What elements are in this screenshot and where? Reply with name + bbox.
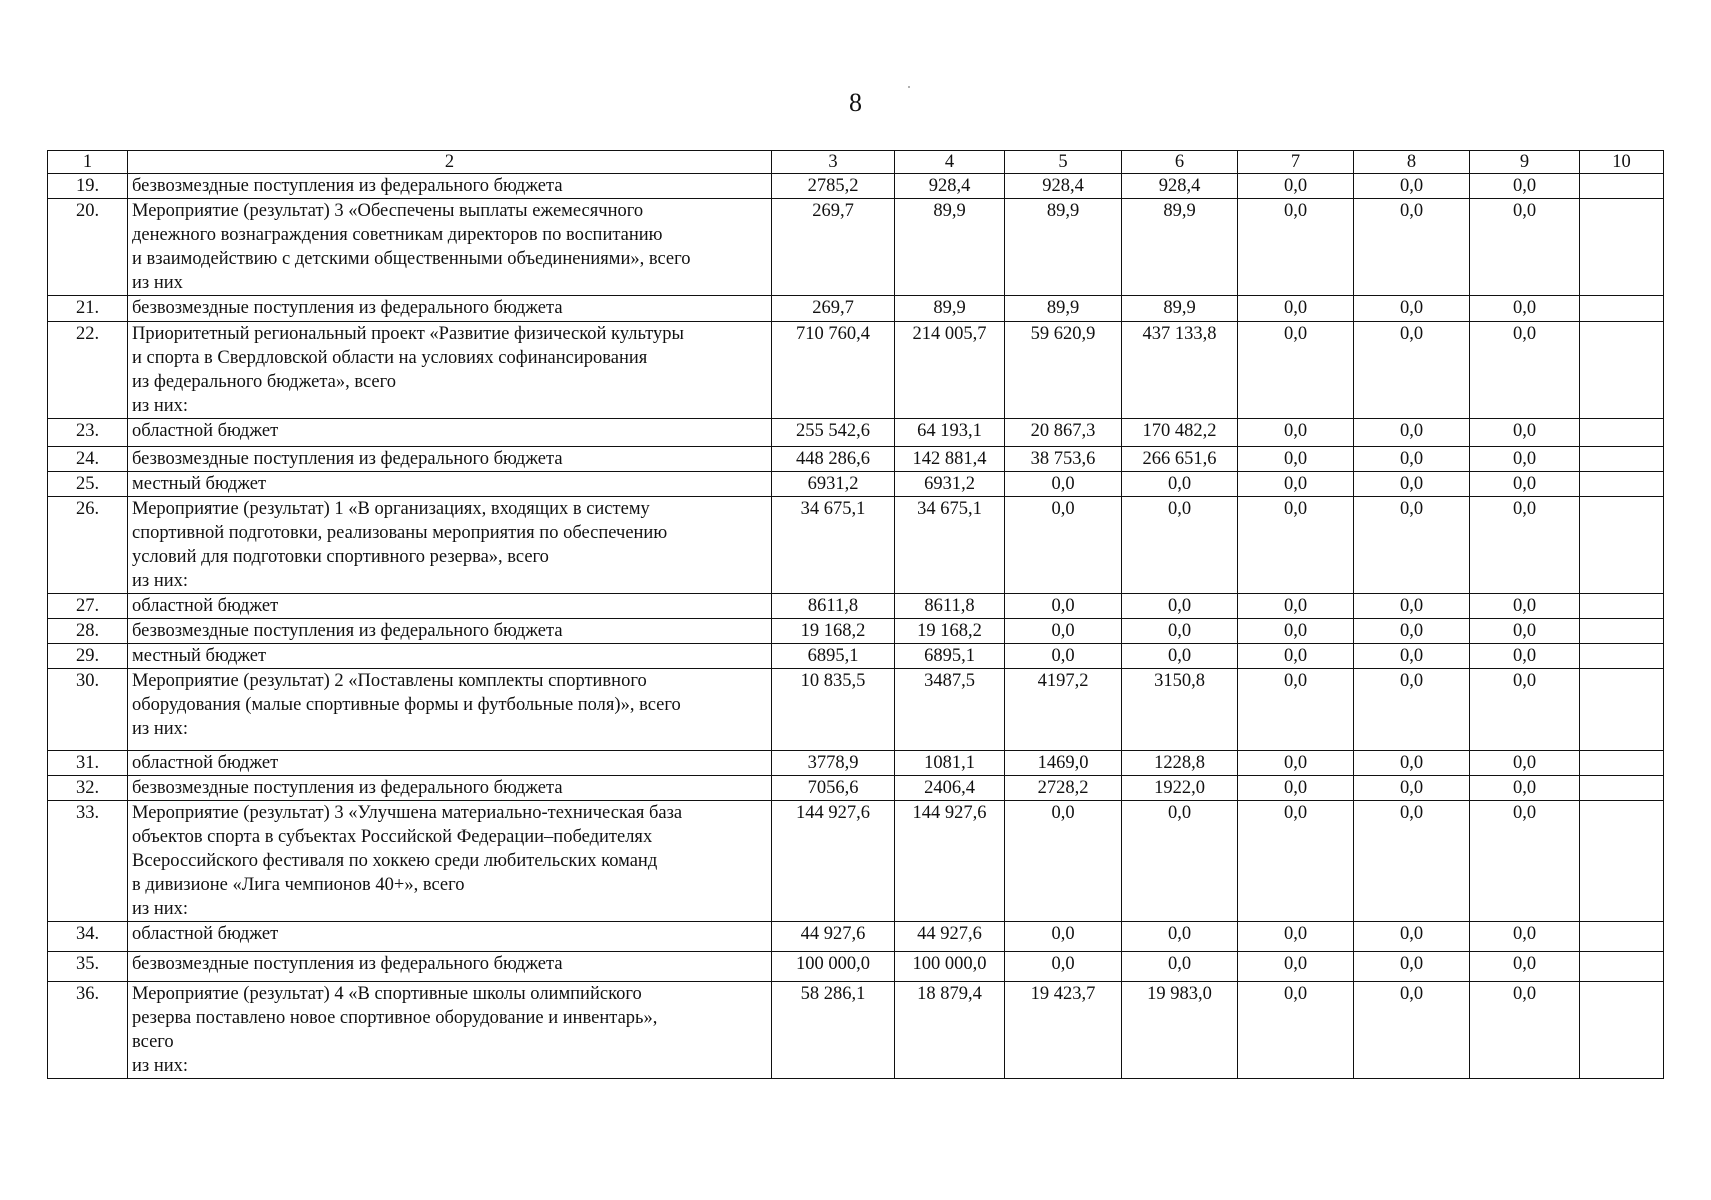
value-cell-col-3: 144 927,6 xyxy=(772,801,895,922)
value-cell-col-3: 8611,8 xyxy=(772,594,895,619)
value-cell-col-4: 8611,8 xyxy=(895,594,1005,619)
value-cell-col-9: 0,0 xyxy=(1470,801,1580,922)
value-cell-col-4: 44 927,6 xyxy=(895,922,1005,952)
value-cell-col-5: 89,9 xyxy=(1005,296,1122,322)
value-cell-col-3: 269,7 xyxy=(772,296,895,322)
row-number: 20. xyxy=(48,199,128,296)
table-row xyxy=(48,776,1664,801)
row-label: безвозмездные поступления из федерального бюджета xyxy=(128,447,772,472)
value-cell-col-9: 0,0 xyxy=(1470,447,1580,472)
value-cell-col-6: 3150,8 xyxy=(1122,669,1238,751)
row-label: Мероприятие (результат) 3 «Обеспечены выплаты ежемесячного денежного вознаграждения советникам директоров по воспитанию и взаимодействию с детскими общественными объединениями», всего из них xyxy=(128,199,772,296)
value-cell-col-8: 0,0 xyxy=(1354,801,1470,922)
table-row xyxy=(48,419,1664,447)
value-cell-col-6: 19 983,0 xyxy=(1122,982,1238,1079)
row-number: 31. xyxy=(48,751,128,776)
row-label: Приоритетный региональный проект «Развитие физической культуры и спорта в Свердловской области на условиях софинансирования из федерального бюджета», всего из них: xyxy=(128,322,772,419)
table-row xyxy=(48,982,1664,1079)
value-cell-col-5: 0,0 xyxy=(1005,644,1122,669)
value-cell-col-9: 0,0 xyxy=(1470,296,1580,322)
value-cell-col-7: 0,0 xyxy=(1238,922,1354,952)
table-row xyxy=(48,644,1664,669)
value-cell-col-4: 928,4 xyxy=(895,174,1005,199)
row-label: областной бюджет xyxy=(128,594,772,619)
value-cell-col-10 xyxy=(1580,419,1664,447)
row-number: 22. xyxy=(48,322,128,419)
row-label: областной бюджет xyxy=(128,922,772,952)
row-number: 21. xyxy=(48,296,128,322)
value-cell-col-9: 0,0 xyxy=(1470,776,1580,801)
value-cell-col-8: 0,0 xyxy=(1354,199,1470,296)
row-number: 23. xyxy=(48,419,128,447)
row-number: 30. xyxy=(48,669,128,751)
value-cell-col-3: 19 168,2 xyxy=(772,619,895,644)
value-cell-col-8: 0,0 xyxy=(1354,174,1470,199)
row-label: безвозмездные поступления из федерального бюджета xyxy=(128,174,772,199)
value-cell-col-10 xyxy=(1580,497,1664,594)
row-number: 26. xyxy=(48,497,128,594)
value-cell-col-5: 0,0 xyxy=(1005,952,1122,982)
table-row xyxy=(48,174,1664,199)
value-cell-col-10 xyxy=(1580,952,1664,982)
value-cell-col-10 xyxy=(1580,669,1664,751)
value-cell-col-5: 89,9 xyxy=(1005,199,1122,296)
value-cell-col-5: 19 423,7 xyxy=(1005,982,1122,1079)
row-label: Мероприятие (результат) 2 «Поставлены комплекты спортивного оборудования (малые спортивные формы и футбольные поля)», всего из них: xyxy=(128,669,772,751)
row-label: Мероприятие (результат) 1 «В организациях, входящих в систему спортивной подготовки, реализованы мероприятия по обеспечению условий для подготовки спортивного резерва», всего из них: xyxy=(128,497,772,594)
header-cell: 10 xyxy=(1580,151,1664,174)
header-cell: 2 xyxy=(128,151,772,174)
value-cell-col-9: 0,0 xyxy=(1470,174,1580,199)
value-cell-col-5: 4197,2 xyxy=(1005,669,1122,751)
value-cell-col-5: 38 753,6 xyxy=(1005,447,1122,472)
value-cell-col-10 xyxy=(1580,644,1664,669)
value-cell-col-7: 0,0 xyxy=(1238,447,1354,472)
value-cell-col-7: 0,0 xyxy=(1238,619,1354,644)
row-label: областной бюджет xyxy=(128,419,772,447)
table-row xyxy=(48,952,1664,982)
value-cell-col-3: 58 286,1 xyxy=(772,982,895,1079)
value-cell-col-4: 19 168,2 xyxy=(895,619,1005,644)
row-number: 34. xyxy=(48,922,128,952)
value-cell-col-7: 0,0 xyxy=(1238,296,1354,322)
header-cell: 4 xyxy=(895,151,1005,174)
value-cell-col-7: 0,0 xyxy=(1238,199,1354,296)
value-cell-col-3: 448 286,6 xyxy=(772,447,895,472)
value-cell-col-9: 0,0 xyxy=(1470,322,1580,419)
row-number: 25. xyxy=(48,472,128,497)
value-cell-col-9: 0,0 xyxy=(1470,952,1580,982)
table-row xyxy=(48,801,1664,922)
table-row xyxy=(48,922,1664,952)
value-cell-col-4: 144 927,6 xyxy=(895,801,1005,922)
value-cell-col-7: 0,0 xyxy=(1238,801,1354,922)
value-cell-col-6: 0,0 xyxy=(1122,497,1238,594)
row-label: безвозмездные поступления из федерального бюджета xyxy=(128,619,772,644)
value-cell-col-8: 0,0 xyxy=(1354,922,1470,952)
value-cell-col-5: 0,0 xyxy=(1005,472,1122,497)
header-row xyxy=(48,151,1664,174)
value-cell-col-4: 1081,1 xyxy=(895,751,1005,776)
row-label: местный бюджет xyxy=(128,644,772,669)
value-cell-col-8: 0,0 xyxy=(1354,497,1470,594)
value-cell-col-3: 3778,9 xyxy=(772,751,895,776)
value-cell-col-4: 6931,2 xyxy=(895,472,1005,497)
value-cell-col-3: 7056,6 xyxy=(772,776,895,801)
value-cell-col-3: 269,7 xyxy=(772,199,895,296)
value-cell-col-7: 0,0 xyxy=(1238,776,1354,801)
row-number: 29. xyxy=(48,644,128,669)
header-cell: 5 xyxy=(1005,151,1122,174)
value-cell-col-3: 6895,1 xyxy=(772,644,895,669)
value-cell-col-10 xyxy=(1580,472,1664,497)
table-row xyxy=(48,472,1664,497)
value-cell-col-8: 0,0 xyxy=(1354,751,1470,776)
row-number: 27. xyxy=(48,594,128,619)
value-cell-col-4: 142 881,4 xyxy=(895,447,1005,472)
value-cell-col-5: 928,4 xyxy=(1005,174,1122,199)
value-cell-col-4: 64 193,1 xyxy=(895,419,1005,447)
value-cell-col-7: 0,0 xyxy=(1238,472,1354,497)
value-cell-col-6: 0,0 xyxy=(1122,801,1238,922)
table-row xyxy=(48,296,1664,322)
value-cell-col-8: 0,0 xyxy=(1354,669,1470,751)
header-cell: 8 xyxy=(1354,151,1470,174)
value-cell-col-6: 437 133,8 xyxy=(1122,322,1238,419)
value-cell-col-8: 0,0 xyxy=(1354,594,1470,619)
value-cell-col-9: 0,0 xyxy=(1470,644,1580,669)
value-cell-col-9: 0,0 xyxy=(1470,419,1580,447)
value-cell-col-9: 0,0 xyxy=(1470,199,1580,296)
value-cell-col-8: 0,0 xyxy=(1354,644,1470,669)
value-cell-col-9: 0,0 xyxy=(1470,619,1580,644)
row-number: 36. xyxy=(48,982,128,1079)
scan-speck xyxy=(908,86,910,88)
value-cell-col-6: 89,9 xyxy=(1122,199,1238,296)
value-cell-col-10 xyxy=(1580,776,1664,801)
value-cell-col-10 xyxy=(1580,447,1664,472)
row-label: местный бюджет xyxy=(128,472,772,497)
value-cell-col-8: 0,0 xyxy=(1354,982,1470,1079)
value-cell-col-7: 0,0 xyxy=(1238,644,1354,669)
value-cell-col-6: 1922,0 xyxy=(1122,776,1238,801)
value-cell-col-9: 0,0 xyxy=(1470,497,1580,594)
value-cell-col-8: 0,0 xyxy=(1354,776,1470,801)
row-number: 24. xyxy=(48,447,128,472)
value-cell-col-3: 2785,2 xyxy=(772,174,895,199)
value-cell-col-3: 710 760,4 xyxy=(772,322,895,419)
value-cell-col-7: 0,0 xyxy=(1238,322,1354,419)
header-cell: 1 xyxy=(48,151,128,174)
table-body xyxy=(48,151,1664,1079)
value-cell-col-8: 0,0 xyxy=(1354,952,1470,982)
value-cell-col-8: 0,0 xyxy=(1354,322,1470,419)
value-cell-col-7: 0,0 xyxy=(1238,497,1354,594)
value-cell-col-4: 3487,5 xyxy=(895,669,1005,751)
value-cell-col-6: 0,0 xyxy=(1122,644,1238,669)
value-cell-col-3: 10 835,5 xyxy=(772,669,895,751)
value-cell-col-7: 0,0 xyxy=(1238,669,1354,751)
budget-table xyxy=(47,150,1664,1079)
row-label: безвозмездные поступления из федерального бюджета xyxy=(128,952,772,982)
table-row xyxy=(48,199,1664,296)
value-cell-col-8: 0,0 xyxy=(1354,447,1470,472)
value-cell-col-4: 2406,4 xyxy=(895,776,1005,801)
value-cell-col-7: 0,0 xyxy=(1238,419,1354,447)
value-cell-col-6: 0,0 xyxy=(1122,594,1238,619)
value-cell-col-5: 0,0 xyxy=(1005,594,1122,619)
value-cell-col-10 xyxy=(1580,199,1664,296)
value-cell-col-10 xyxy=(1580,594,1664,619)
value-cell-col-8: 0,0 xyxy=(1354,296,1470,322)
row-label: безвозмездные поступления из федерального бюджета xyxy=(128,776,772,801)
value-cell-col-7: 0,0 xyxy=(1238,594,1354,619)
row-number: 35. xyxy=(48,952,128,982)
header-cell: 9 xyxy=(1470,151,1580,174)
value-cell-col-6: 266 651,6 xyxy=(1122,447,1238,472)
value-cell-col-3: 44 927,6 xyxy=(772,922,895,952)
value-cell-col-8: 0,0 xyxy=(1354,419,1470,447)
row-number: 32. xyxy=(48,776,128,801)
row-label: безвозмездные поступления из федерального бюджета xyxy=(128,296,772,322)
row-number: 19. xyxy=(48,174,128,199)
value-cell-col-4: 6895,1 xyxy=(895,644,1005,669)
value-cell-col-9: 0,0 xyxy=(1470,594,1580,619)
header-cell: 7 xyxy=(1238,151,1354,174)
header-cell: 6 xyxy=(1122,151,1238,174)
value-cell-col-4: 89,9 xyxy=(895,296,1005,322)
row-number: 33. xyxy=(48,801,128,922)
value-cell-col-10 xyxy=(1580,296,1664,322)
value-cell-col-10 xyxy=(1580,751,1664,776)
value-cell-col-5: 0,0 xyxy=(1005,497,1122,594)
value-cell-col-7: 0,0 xyxy=(1238,174,1354,199)
value-cell-col-10 xyxy=(1580,801,1664,922)
value-cell-col-8: 0,0 xyxy=(1354,619,1470,644)
value-cell-col-6: 0,0 xyxy=(1122,472,1238,497)
row-label: областной бюджет xyxy=(128,751,772,776)
value-cell-col-3: 255 542,6 xyxy=(772,419,895,447)
value-cell-col-5: 2728,2 xyxy=(1005,776,1122,801)
table-row xyxy=(48,619,1664,644)
value-cell-col-10 xyxy=(1580,922,1664,952)
row-label: Мероприятие (результат) 4 «В спортивные школы олимпийского резерва поставлено новое спортивное оборудование и инвентарь», всего из них: xyxy=(128,982,772,1079)
value-cell-col-9: 0,0 xyxy=(1470,922,1580,952)
value-cell-col-5: 0,0 xyxy=(1005,619,1122,644)
value-cell-col-10 xyxy=(1580,174,1664,199)
table-row xyxy=(48,669,1664,751)
value-cell-col-10 xyxy=(1580,322,1664,419)
table-row xyxy=(48,497,1664,594)
value-cell-col-6: 0,0 xyxy=(1122,952,1238,982)
row-label: Мероприятие (результат) 3 «Улучшена материально-техническая база объектов спорта в субъектах Российской Федерации–победителях Всероссийского фестиваля по хоккею среди любительских команд в дивизионе «Лига чемпионов 40+», всего из них: xyxy=(128,801,772,922)
value-cell-col-7: 0,0 xyxy=(1238,982,1354,1079)
table-row xyxy=(48,322,1664,419)
header-cell: 3 xyxy=(772,151,895,174)
value-cell-col-6: 170 482,2 xyxy=(1122,419,1238,447)
value-cell-col-9: 0,0 xyxy=(1470,669,1580,751)
value-cell-col-3: 6931,2 xyxy=(772,472,895,497)
value-cell-col-5: 59 620,9 xyxy=(1005,322,1122,419)
value-cell-col-9: 0,0 xyxy=(1470,982,1580,1079)
value-cell-col-10 xyxy=(1580,619,1664,644)
value-cell-col-10 xyxy=(1580,982,1664,1079)
value-cell-col-4: 34 675,1 xyxy=(895,497,1005,594)
value-cell-col-3: 100 000,0 xyxy=(772,952,895,982)
value-cell-col-9: 0,0 xyxy=(1470,472,1580,497)
value-cell-col-6: 0,0 xyxy=(1122,619,1238,644)
table-row xyxy=(48,751,1664,776)
value-cell-col-7: 0,0 xyxy=(1238,751,1354,776)
table-row xyxy=(48,447,1664,472)
value-cell-col-6: 1228,8 xyxy=(1122,751,1238,776)
page-number: 8 xyxy=(849,88,862,117)
value-cell-col-6: 89,9 xyxy=(1122,296,1238,322)
value-cell-col-5: 0,0 xyxy=(1005,922,1122,952)
value-cell-col-5: 1469,0 xyxy=(1005,751,1122,776)
value-cell-col-8: 0,0 xyxy=(1354,472,1470,497)
table-row xyxy=(48,594,1664,619)
value-cell-col-5: 0,0 xyxy=(1005,801,1122,922)
value-cell-col-5: 20 867,3 xyxy=(1005,419,1122,447)
value-cell-col-6: 928,4 xyxy=(1122,174,1238,199)
value-cell-col-9: 0,0 xyxy=(1470,751,1580,776)
value-cell-col-4: 89,9 xyxy=(895,199,1005,296)
value-cell-col-4: 214 005,7 xyxy=(895,322,1005,419)
row-number: 28. xyxy=(48,619,128,644)
value-cell-col-4: 100 000,0 xyxy=(895,952,1005,982)
value-cell-col-7: 0,0 xyxy=(1238,952,1354,982)
value-cell-col-4: 18 879,4 xyxy=(895,982,1005,1079)
value-cell-col-3: 34 675,1 xyxy=(772,497,895,594)
value-cell-col-6: 0,0 xyxy=(1122,922,1238,952)
